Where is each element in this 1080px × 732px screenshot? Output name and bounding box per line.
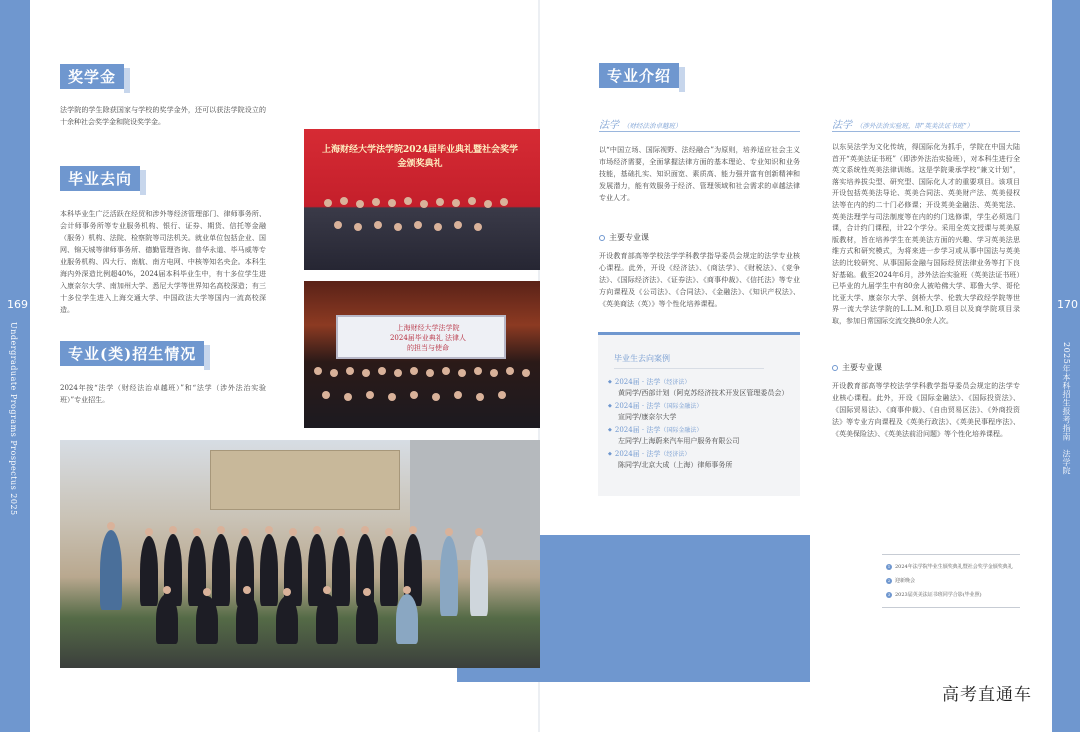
campus-crowd <box>60 514 540 668</box>
law-finance-subtitle: （财经法治卓越班） <box>623 122 682 130</box>
law-foreign-text: 以东吴法学为文化传统，得国际化为抓手，学院在中国大陆首开“英美法证书班”（即涉外法治实验班），对本科生进行全英文系统性英美法律训练。这是学院秉承学校“兼文计划”，落实培养拔尖型、研究型、国际化人才的重要项目。该项目开设包括英美法导论、英美合同法、英美财产法、英美侵权法等在内的约二十门必修课；开设英美金融法、英美宪法、英美法理学与司法制度等在内的约门选修课，学生必须选门课，合计约门课程，计22个学分。采用全英文授课与英美原版教材，旨在培养学生在英美法方面的兴趣、学习英美法思维方式和研究模式，为将来进一步学习或从事中国法与英美法的比较研究、从事国际金融与国际经贸法律业务等打下良好基础。截至2024年6月，涉外法治实验班（英美法证书班）已毕业的九届学生中有80余人被哈佛大学、耶鲁大学、哥伦比亚大学、康奈尔大学、剑桥大学、伦敦大学政经学院等世界一流大学法学院的L.L.M.和J.D.项目以及商学院项目录取，参加日常国际交流交换80余人次。 <box>832 143 1020 325</box>
left-page-number: 169 <box>7 298 28 311</box>
ceremony-banner-text: 上海财经大学法学院2024届毕业典礼暨社会奖学金颁奖典礼 <box>321 145 519 169</box>
hall-screen-text: 上海财经大学法学院2024届毕业典礼 法律人的担当与使命 <box>389 324 467 352</box>
case-item: ◆ 2024届 · 法学（国际金融法） 左同学/上海蔚来汽车用户服务有限公司 <box>608 426 740 445</box>
law-foreign-rule <box>832 131 1020 132</box>
law-finance-courses-heading: 主要专业课 <box>599 232 649 243</box>
admissions-text: 2024年按“法学（财经法治卓越班）”和“法学（涉外法治实验班）”专业招生。 <box>60 384 266 404</box>
bullet-circle-icon <box>599 235 605 241</box>
right-side-band <box>1052 0 1080 732</box>
cases-title: 毕业生去向案例 <box>614 354 670 363</box>
welcome-party-photo <box>304 281 540 428</box>
photo-captions <box>882 554 1020 608</box>
law-foreign-courses-heading: 主要专业课 <box>832 362 882 373</box>
law-finance-courses-text: 开设教育部高等学校法学学科教学指导委员会规定的法学专业核心课程。此外，开设《经济法》、《商法学》、《财税法》、《竞争法》、《国际经济法》、《证券法》、《商事仲裁》、《信托法》等专业方向课程及《公司法》、《合同法》、《金融法》、《知识产权法》、《英美商法（英）》等个性化培养课程。 <box>599 252 800 308</box>
caption-item: 1 2024年法学院毕业生颁奖典礼暨社会奖学金颁奖典礼 <box>887 564 1013 570</box>
class-group-photo <box>60 440 540 668</box>
hall-screen <box>336 315 506 359</box>
career-text: 本科毕业生广泛活跃在经贸和涉外等经济管理部门、律师事务所、会计师事务所等专业服务机构、银行、证券、期货、信托等金融（服务）机构、法院、检察院等司法机关。就业单位包括企业、国网、锦天城等律师事务所、德勤管理咨询、普华永道、毕马威等专业服务机构、四大行、南航、南方电网、中核等知名央企。本科生海内外深造比例超40%，2024届本科毕业生中，有十多位学生进入康奈尔大学、南加州大学、悉尼大学等世界知名高校深造；有三十多位学生进入上海交通大学、中国政法大学等国内一流高校深造。 <box>60 210 266 314</box>
law-foreign-title <box>832 116 973 131</box>
major-intro-heading: 专业介绍 <box>599 63 679 88</box>
scholarship-text: 法学院的学生除获国家与学校的奖学金外，还可以获法学院设立的十余种社会奖学金和院设奖学金。 <box>60 106 266 126</box>
case-item: ◆ 2024届 · 法学（经济法） 陈同学/北京大成（上海）律师事务所 <box>608 450 733 469</box>
case-item: ◆ 2024届 · 法学（经济法） 黄同学/西部计划（阿克苏经济技术开发区管理委员会） <box>608 378 789 397</box>
law-finance-title <box>599 116 682 131</box>
law-foreign-subtitle: （涉外法治实验班，即“英美法证书班”） <box>856 122 974 130</box>
law-finance-text: 以“中国立场、国际视野、法经融合”为原则，培养适应社会主义市场经济需要，全面掌握法律方面的基本理论、专业知识和业务技能，基础扎实、知识面宽、素质高、能力强并富有创新精神和发展潜力，能有效服务于经济、管理领域和社会需求的卓越法律专业人才。 <box>599 146 800 202</box>
right-page-number: 170 <box>1057 298 1078 311</box>
graduate-cases-box <box>598 332 800 496</box>
scholarship-heading: 奖学金 <box>60 64 124 89</box>
caption-item: 2 迎新晚会 <box>887 578 916 584</box>
law-foreign-title-main: 法学 <box>832 120 852 131</box>
law-finance-rule <box>599 131 800 132</box>
cases-rule <box>614 368 764 369</box>
case-item: ◆ 2024届 · 法学（国际金融法） 宣同学/康奈尔大学 <box>608 402 703 421</box>
left-side-band <box>0 0 30 732</box>
hall-crowd <box>304 361 540 428</box>
plaque-wall <box>210 450 400 510</box>
admissions-heading: 专业(类)招生情况 <box>60 341 204 366</box>
watermark: 高考直通车 <box>942 685 1032 705</box>
caption-item: 3 2023届英美法证书班同学合影(毕业照) <box>887 592 982 598</box>
law-finance-title-main: 法学 <box>599 120 619 131</box>
career-heading: 毕业去向 <box>60 166 140 191</box>
graduation-ceremony-photo <box>304 129 540 270</box>
right-vertical-text: 2025年本科招生报考指南 法学院 <box>1062 342 1071 475</box>
ceremony-crowd <box>304 195 540 270</box>
law-foreign-courses-text: 开设教育部高等学校法学学科教学指导委员会规定的法学专业核心课程。此外，开设《国际金融法》、《国际投资法》、《国际贸易法》、《商事仲裁》、《自由贸易区法》、《外商投资法》等专业方向课程及《英美行政法》、《英美民事程序法》、《英美保险法》、《英美法前沿问题》等个性化培养课程。 <box>832 382 1020 438</box>
bullet-circle-icon <box>832 365 838 371</box>
left-vertical-text: Undergraduate Programs Prospectus 2025 <box>9 322 18 516</box>
